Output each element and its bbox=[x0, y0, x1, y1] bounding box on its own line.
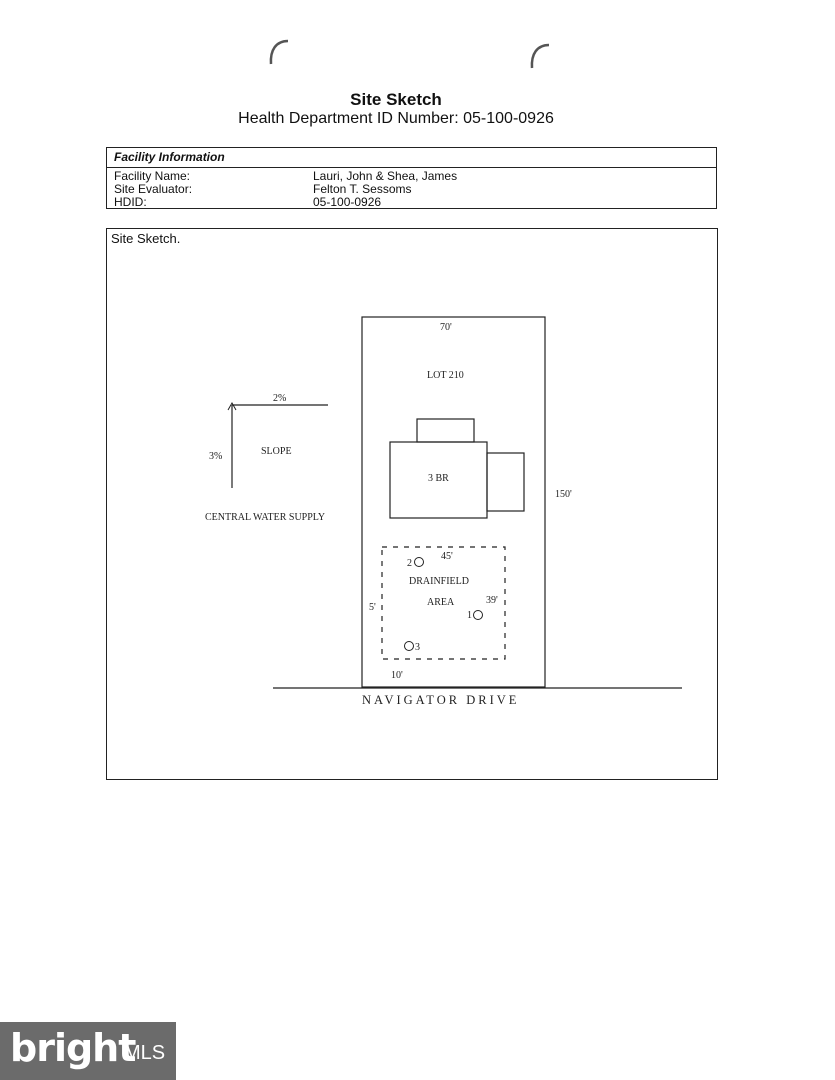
drainfield-label: DRAINFIELD bbox=[409, 576, 469, 587]
site-sketch-label: Site Sketch. bbox=[111, 231, 181, 246]
page-title: Site Sketch bbox=[350, 90, 442, 109]
road-name-label: NAVIGATOR DRIVE bbox=[362, 693, 520, 707]
dimension-5-label: 5' bbox=[369, 602, 376, 613]
drainfield-area-label: AREA bbox=[427, 597, 455, 608]
test-hole-2-icon bbox=[415, 558, 424, 567]
lot-width-label: 70' bbox=[440, 322, 452, 333]
hdid-label: HDID: bbox=[114, 195, 147, 209]
slope-label: SLOPE bbox=[261, 446, 292, 457]
test-hole-1-icon bbox=[474, 611, 483, 620]
test-hole-1-number: 1 bbox=[467, 610, 472, 621]
slope-horizontal-percent: 2% bbox=[273, 393, 287, 404]
test-hole-3-icon bbox=[405, 642, 414, 651]
slope-vertical-percent: 3% bbox=[209, 451, 223, 462]
house-label: 3 BR bbox=[428, 473, 449, 484]
page-subtitle: Health Department ID Number: 05-100-0926 bbox=[238, 110, 554, 127]
facility-info-heading: Facility Information bbox=[107, 148, 716, 168]
lot-depth-label: 150' bbox=[555, 489, 572, 500]
facility-name-value: Lauri, John & Shea, James bbox=[313, 169, 458, 183]
test-hole-3-number: 3 bbox=[415, 642, 420, 653]
hdid-value: 05-100-0926 bbox=[313, 195, 382, 209]
logo-mls-text: MLS bbox=[124, 1042, 166, 1064]
site-evaluator-value: Felton T. Sessoms bbox=[313, 182, 412, 196]
water-supply-label: CENTRAL WATER SUPPLY bbox=[205, 512, 326, 523]
dimension-39-label: 39' bbox=[486, 595, 498, 606]
lot-name-label: LOT 210 bbox=[427, 370, 464, 381]
bright-mls-watermark-logo bbox=[0, 1022, 176, 1080]
logo-brand-text: bright bbox=[10, 1026, 136, 1070]
facility-name-label: Facility Name: bbox=[114, 169, 191, 183]
site-evaluator-label: Site Evaluator: bbox=[114, 182, 193, 196]
house-side-addition bbox=[487, 453, 524, 511]
test-hole-2-number: 2 bbox=[407, 558, 412, 569]
dimension-10-label: 10' bbox=[391, 670, 403, 681]
house-front-bump bbox=[417, 419, 474, 442]
dimension-45-label: 45' bbox=[441, 551, 453, 562]
